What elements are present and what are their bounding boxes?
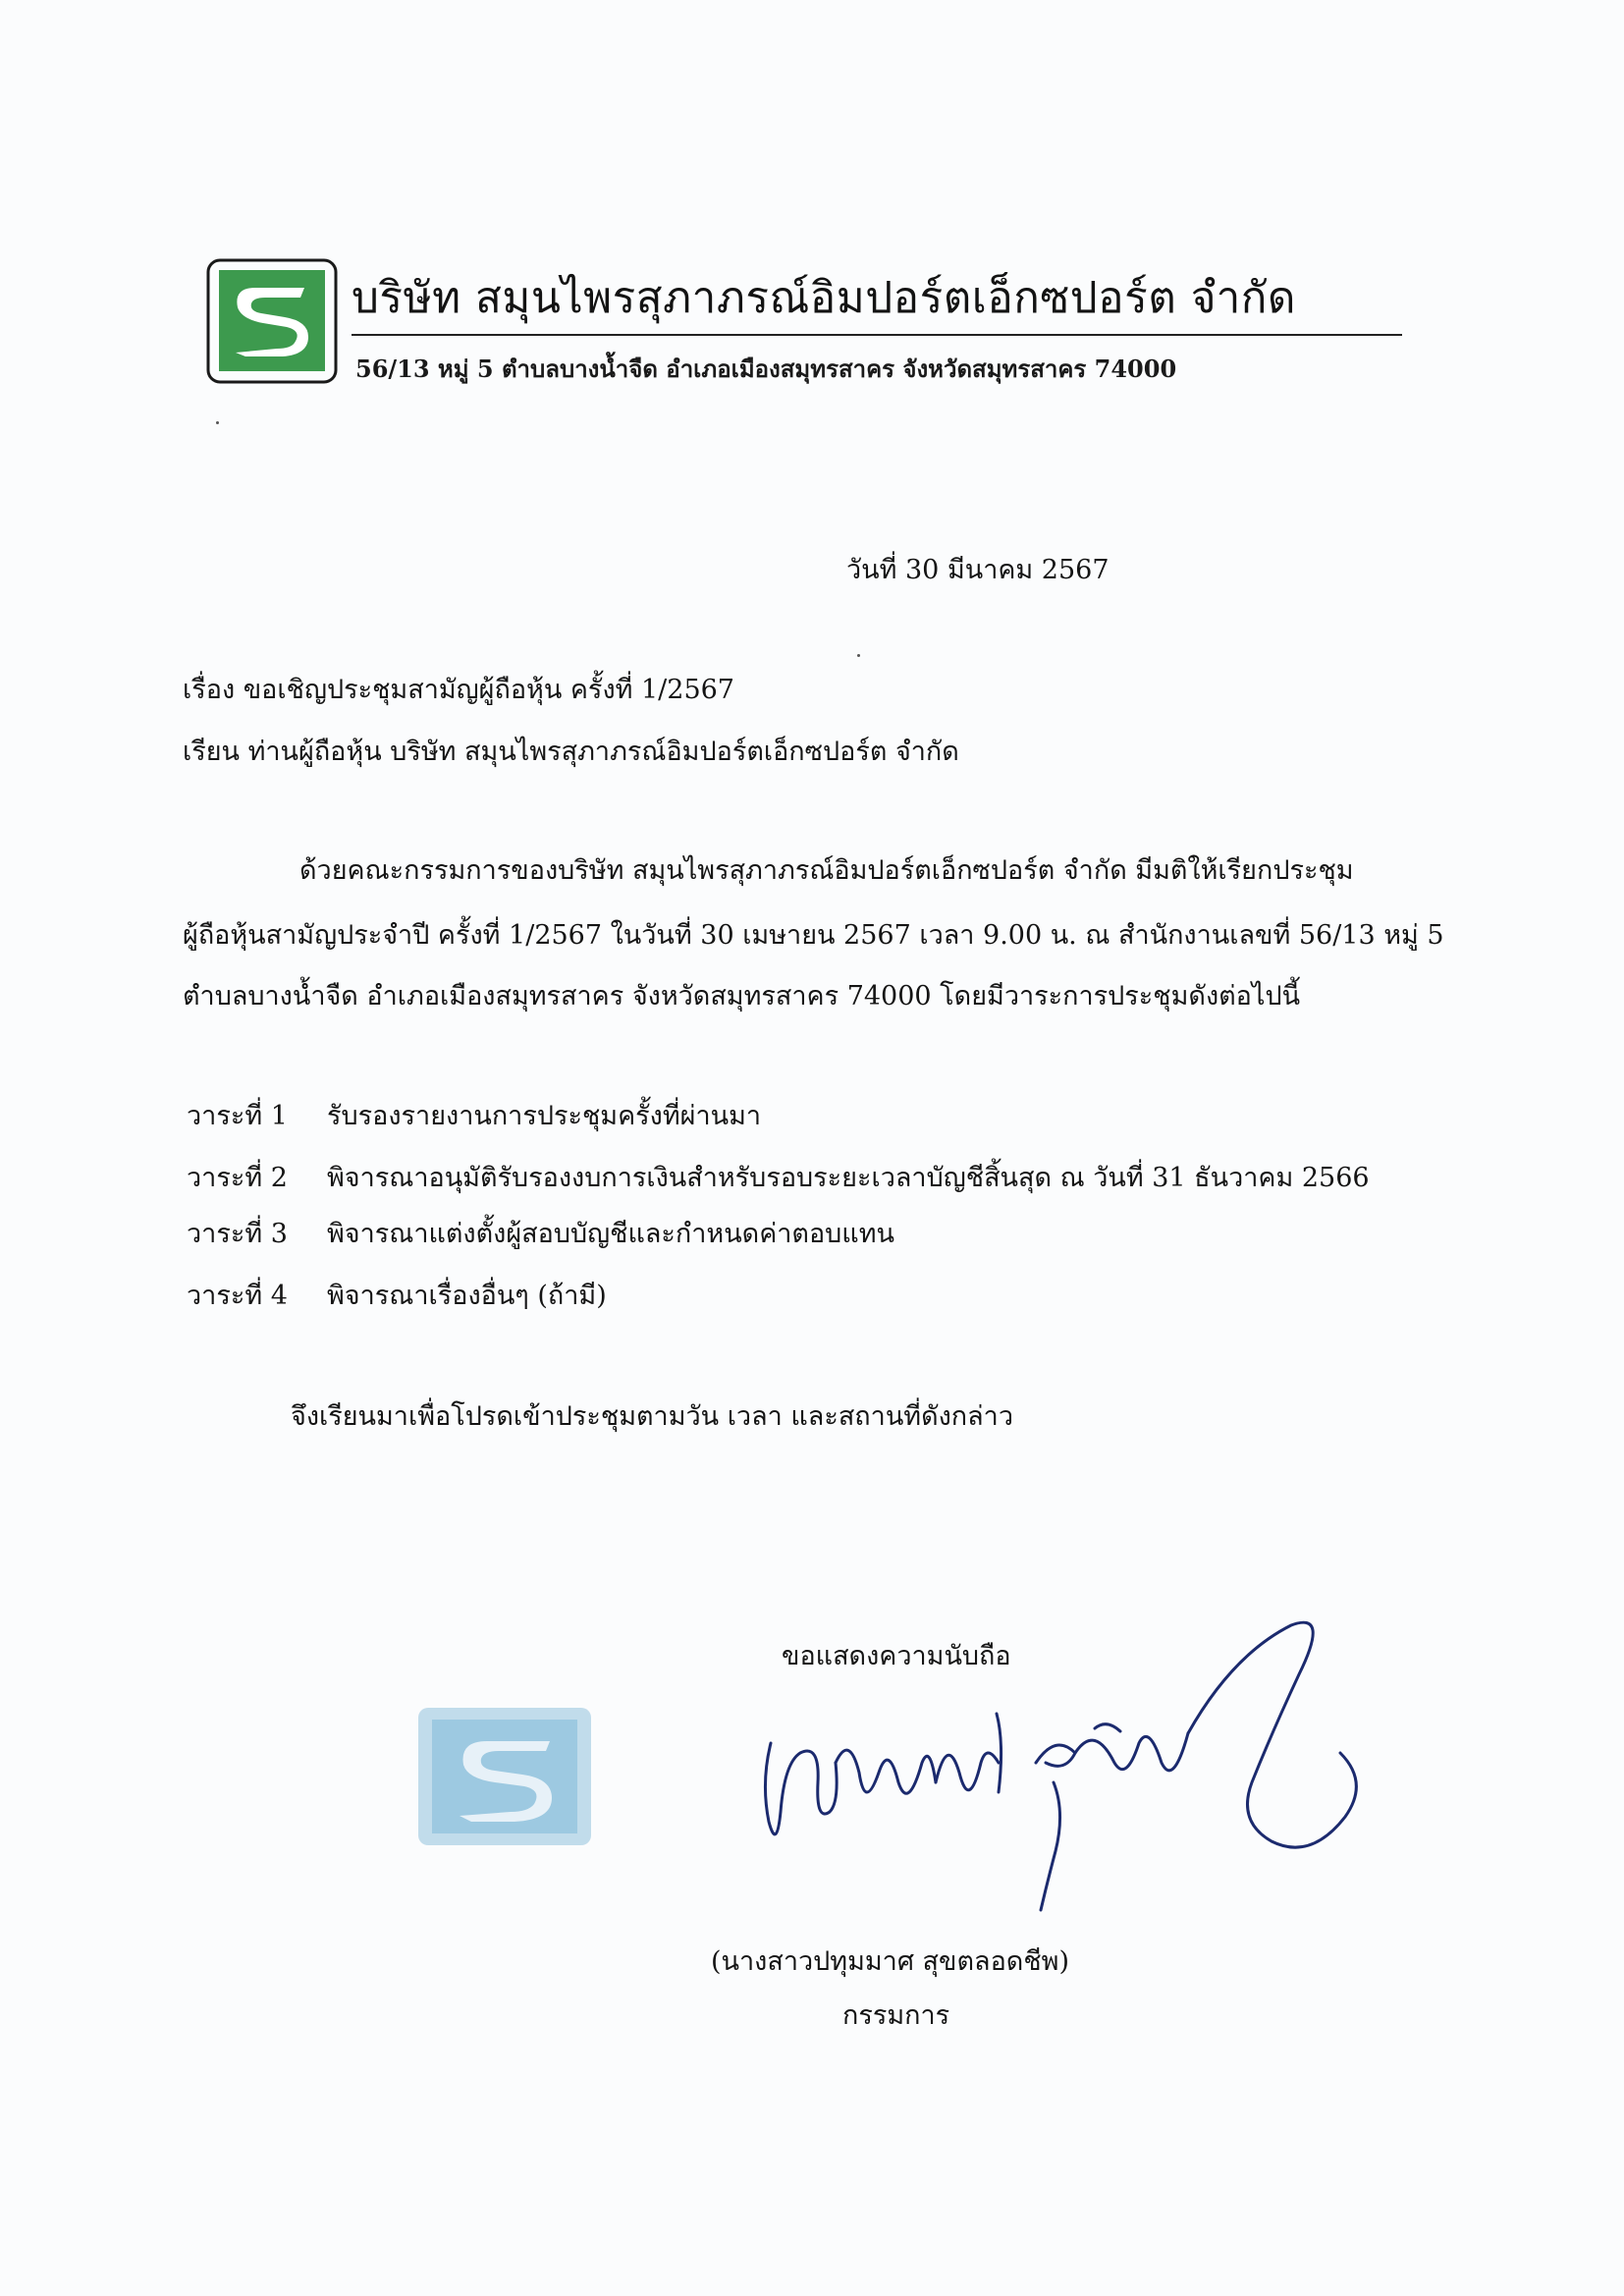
signature (741, 1615, 1389, 1940)
signer-name: (นางสาวปทุมมาศ สุขตลอดชีพ) (711, 1946, 1069, 1977)
agenda-number: วาระที่ 4 (187, 1281, 288, 1311)
agenda-number: วาระที่ 2 (187, 1163, 288, 1193)
agenda-item (187, 1103, 761, 1129)
agenda-text: รับรองรายงานการประชุมครั้งที่ผ่านมา (327, 1101, 762, 1131)
agenda-number: วาระที่ 1 (187, 1101, 288, 1131)
letter-salutation: เรียน ท่านผู้ถือหุ้น บริษัท สมุนไพรสุภาภรณ์อิมปอร์ตเอ็กซปอร์ต จำกัด (183, 737, 959, 767)
scan-speck (216, 421, 219, 424)
body-line: ตำบลบางน้ำจืด อำเภอเมืองสมุทรสาคร จังหวัดสมุทรสาคร 74000 โดยมีวาระการประชุมดังต่อไปนี้ (183, 981, 1301, 1011)
closing-sentence: จึงเรียนมาเพื่อโปรดเข้าประชุมตามวัน เวลา และสถานที่ดังกล่าว (291, 1401, 1014, 1432)
company-address: 56/13 หมู่ 5 ตำบลบางน้ำจืด อำเภอเมืองสมุทรสาคร จังหวัดสมุทรสาคร 74000 (355, 355, 1177, 383)
agenda-text: พิจารณาอนุมัติรับรองงบการเงินสำหรับรอบระยะเวลาบัญชีสิ้นสุด ณ วันที่ 31 ธันวาคม 2566 (327, 1163, 1370, 1193)
agenda-item (187, 1283, 607, 1309)
signer-title: กรรมการ (842, 2000, 950, 2031)
regards: ขอแสดงความนับถือ (782, 1641, 1011, 1671)
agenda-text: พิจารณาแต่งตั้งผู้สอบบัญชีและกำหนดค่าตอบแทน (327, 1219, 894, 1249)
company-stamp (412, 1700, 597, 1853)
header-divider (352, 334, 1402, 336)
agenda-item (187, 1221, 894, 1247)
agenda-number: วาระที่ 3 (187, 1219, 288, 1249)
letter-subject: เรื่อง ขอเชิญประชุมสามัญผู้ถือหุ้น ครั้งที่ 1/2567 (183, 675, 734, 705)
scan-speck (857, 654, 860, 657)
company-name: บริษัท สมุนไพรสุภาภรณ์อิมปอร์ตเอ็กซปอร์ต จำกัด (352, 273, 1296, 323)
letter-date: วันที่ 30 มีนาคม 2567 (846, 555, 1110, 585)
agenda-text: พิจารณาเรื่องอื่นๆ (ถ้ามี) (327, 1281, 607, 1311)
body-line: ผู้ถือหุ้นสามัญประจำปี ครั้งที่ 1/2567 ในวันที่ 30 เมษายน 2567 เวลา 9.00 น. ณ สำนักงานเลขที่ 56/13 หมู่ 5 (183, 920, 1444, 951)
agenda-item (187, 1165, 1370, 1191)
body-line: ด้วยคณะกรรมการของบริษัท สมุนไพรสุภาภรณ์อิมปอร์ตเอ็กซปอร์ต จำกัด มีมติให้เรียกประชุม (299, 855, 1354, 886)
company-logo (206, 258, 338, 384)
